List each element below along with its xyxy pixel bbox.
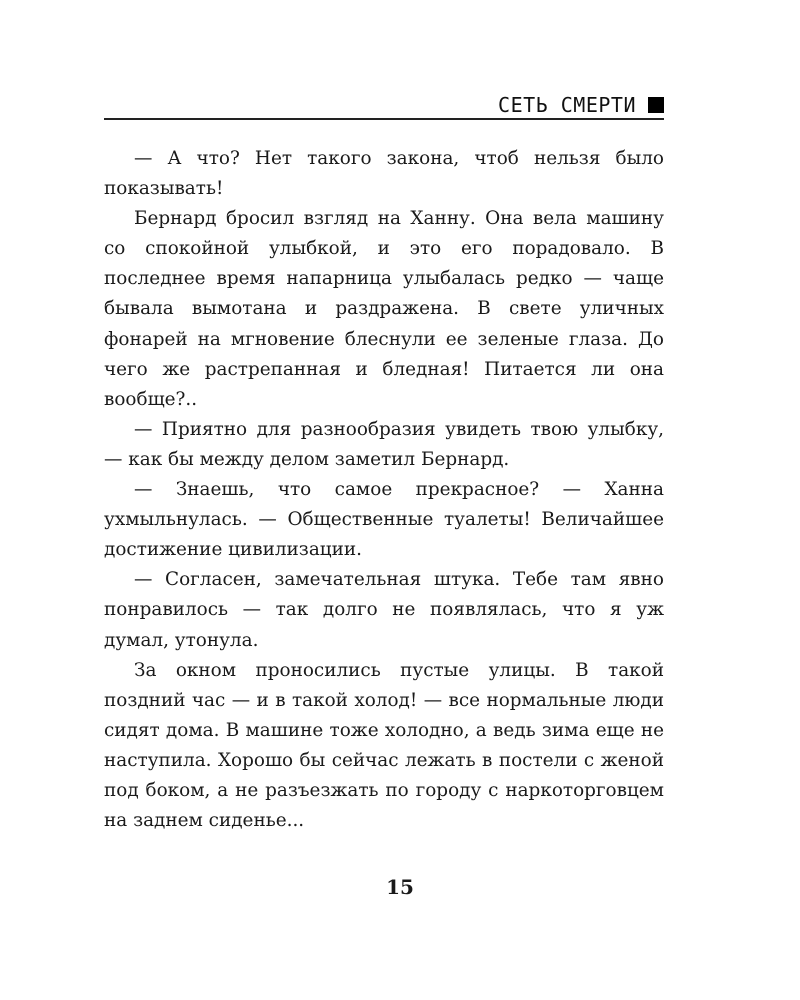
header-rule <box>104 118 664 120</box>
paragraph: Бернард бросил взгляд на Ханну. Она вела машину со спокойной улыбкой, и это его порадовало. В последнее время напарница улыбалась редко — чаще бывала вымотана и раздражена. В свете уличных фонарей на мгновение блеснули ее зеленые глаза. До чего же растрепанная и бледная! Питается ли она вообще?.. <box>104 208 664 410</box>
paragraph: — А что? Нет такого закона, чтоб нельзя было показывать! <box>104 148 664 200</box>
black-square-icon <box>648 97 664 113</box>
body-text <box>104 144 664 836</box>
paragraph: За окном проносились пустые улицы. В такой поздний час — и в такой холод! — все нормальные люди сидят дома. В машине тоже холодно, а ведь зима еще не наступила. Хорошо бы сейчас лежать в постели с женой под боком, а не разъезжать по городу с наркоторговцем на заднем сиденье... <box>104 659 664 832</box>
paragraph: — Знаешь, что самое прекрасное? — Ханна ухмыльнулась. — Общественные туалеты! Величайшее достижение цивилизации. <box>104 479 664 561</box>
paragraph: — Приятно для разнообразия увидеть твою улыбку, — как бы между делом заметил Бернард. <box>104 418 664 470</box>
paragraph: — Согласен, замечательная штука. Тебе там явно понравилось — так долго не появлялась, что я уж думал, утонула. <box>104 569 664 651</box>
running-header-title: СЕТЬ СМЕРТИ <box>498 93 636 117</box>
running-header <box>104 92 664 118</box>
page-number: 15 <box>386 875 414 899</box>
